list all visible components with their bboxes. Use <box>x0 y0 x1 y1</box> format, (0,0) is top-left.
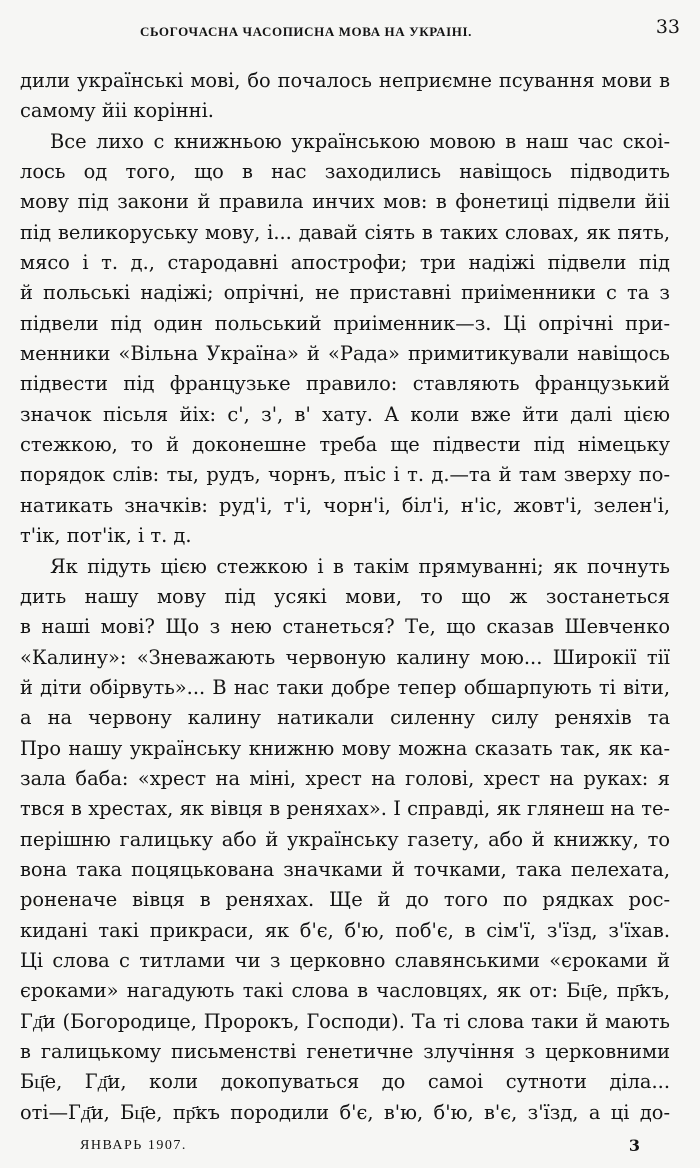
text-line: самому йіі корінні. <box>20 99 214 123</box>
imprint-date: ЯНВАРЬ 1907. <box>80 1138 187 1153</box>
text-line: дить нашу мову під усякі мови, то що ж зостанеться <box>20 584 670 608</box>
text-line: оті—Гд҃и, Бц҃е, пр҃къ породили б'є, в'ю, б'ю, в'є, з'їзд, а ці до- <box>20 1100 670 1124</box>
text-line: кидані такі прикраси, як б'є, б'ю, поб'є, в сім'ї, з'їзд, з'їхав. <box>20 918 670 942</box>
running-head: СЬОГОЧАСНА ЧАСОПИСНА МОВА НА УКРАІНІ. <box>140 24 473 39</box>
page-header <box>20 16 680 46</box>
text-line: в наші мові? Що з нею станеться? Те, що сказав Шевченко <box>20 615 670 639</box>
text-line: вона така поцяцькована значками й точками, така пелехата, <box>20 857 670 881</box>
body-text <box>20 66 670 1128</box>
text-line: дили українські мові, бо почалось неприємне псування мови в <box>20 69 670 92</box>
text-line: мову під закони й правила инчих мов: в фонетиці підвели йіі <box>20 190 670 214</box>
text-line: й польські надіжі; опрічні, не приставні приіменники с та з <box>20 281 670 305</box>
text-line: менники «Вільна Україна» й «Рада» примитикували навіщось <box>20 342 670 366</box>
text-line: підвели під один польський приіменник—з. Ці опрічні при- <box>20 311 670 335</box>
page-footer <box>80 1138 640 1164</box>
text-line: натикать значків: руд'і, т'і, чорн'і, біл'і, н'іс, жовт'і, зелен'і, <box>20 493 670 517</box>
text-line: т'ік, пот'ік, і т. д. <box>20 524 192 548</box>
text-line: мясо і т. д., стародавні апострофи; три надіжі підвели під <box>20 251 670 275</box>
text-line: роненаче вівця в реняхах. Ще й до того по рядках рос- <box>20 888 670 912</box>
text-line: Бц҃е, Гд҃и, коли докопуваться до самоі сутноти діла... <box>20 1070 670 1094</box>
signature-mark: 3 <box>628 1136 640 1155</box>
text-line: Все лихо с книжньою українською мовою в наш час скоі- <box>50 129 670 153</box>
text-line: значок пісьля йіх: с', з', в' хату. А коли вже йти далі цією <box>20 402 670 426</box>
page-number: 33 <box>655 16 680 38</box>
text-line: Про нашу українську книжню мову можна сказать так, як ка- <box>20 736 670 760</box>
text-line: під великоруську мову, і... давай сіять в таких словах, як пять, <box>20 220 670 244</box>
text-line: порядок слів: ты, рудъ, чорнъ, пъіс і т. д.—та й там зверху по- <box>20 463 670 487</box>
text-line: лось од того, що в нас заходились навіщось підводить <box>20 160 670 184</box>
text-line: й діти обірвуть»... В нас таки добре тепер обшарпують ті віти, <box>20 675 670 699</box>
text-line: «Калину»: «Зневажають червоную калину мою... Широкії тії <box>20 645 670 669</box>
text-line: перішню галицьку або й українську газету, або й книжку, то <box>20 827 670 851</box>
text-line: стежкою, то й доконешне треба ще підвести під німецьку <box>20 433 670 457</box>
text-line: твся в хрестах, як вівця в реняхах». І справді, як глянеш на те- <box>20 797 670 821</box>
text-line: Ці слова с титлами чи з церковно славянськими «єроками й <box>20 948 670 972</box>
text-line: Як підуть цією стежкою і в такім прямуванні; як почнуть <box>50 554 670 578</box>
text-line: в галицькому письменстві генетичне злучіння з церковними <box>20 1040 670 1063</box>
text-line: Гд҃и (Богородице, Пророкъ, Господи). Та ті слова таки й мають <box>20 1009 670 1033</box>
text-line: а на червону калину натикали силенну силу реняхів та <box>20 706 670 730</box>
text-line: зала баба: «хрест на міні, хрест на голові, хрест на руках: я <box>20 766 670 790</box>
text-line: єроками» нагадують такі слова в часловцях, як от: Бц҃е, пр҃къ, <box>20 979 670 1003</box>
text-line: підвести під французьке правило: ставляють французький <box>20 372 670 396</box>
